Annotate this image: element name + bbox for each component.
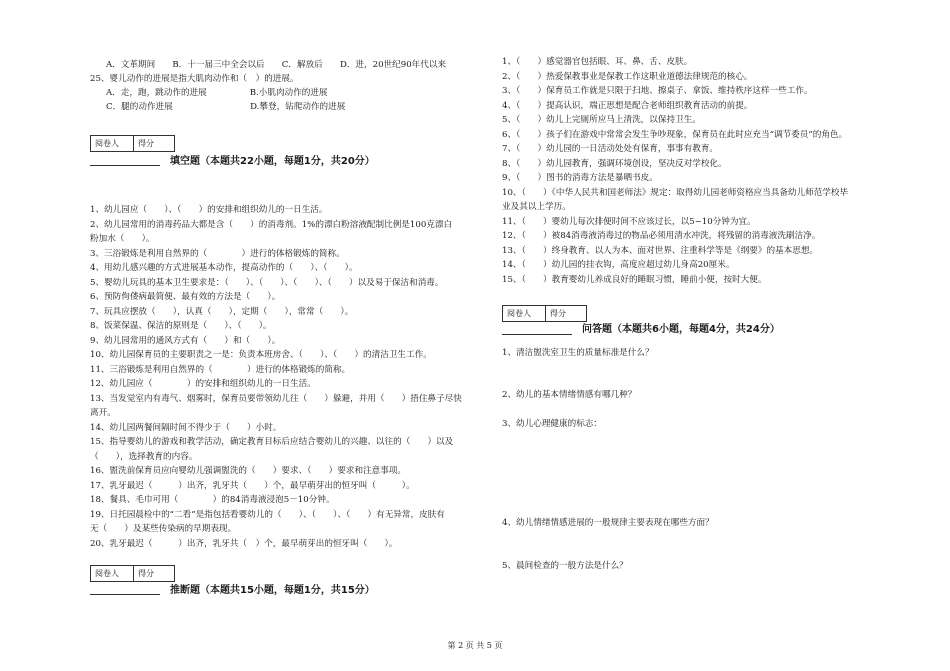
reviewer-label: 阅卷人 [91, 136, 134, 151]
judge-item: 9、（ ）图书的消毒方法是暴晒书皮。 [502, 173, 658, 183]
fill-item: 20、乳牙最迟（ ）出齐，乳牙共（ ）个，最早萌芽出的恒牙叫（ ）。 [90, 538, 398, 549]
qa-item: 4、幼儿情绪情感进展的一般规律主要表现在哪些方面？ [502, 518, 714, 528]
fill-item: 13、当发觉室内有毒气、烟雾时，保育员要带领幼儿往（ ）躲避，并用（ ）捂住鼻子尽快 [90, 393, 462, 404]
fill-item: 11、三浴锻炼是利用自然界的（ ）进行的体格锻炼的简称。 [90, 364, 351, 375]
judge-item: 2、（ ）热爱保教事业是保教工作这职业道德法律规范的核心。 [502, 71, 753, 82]
fill-item: 2、幼儿园常用的消毒药品大都是含（ ）的消毒剂。1%的漂白粉溶液配制比例是100克漂白 [90, 219, 453, 230]
judge-item: 4、（ ）提高认识，端正思想是配合老师组织教育活动的前提。 [502, 100, 753, 111]
fill-item: 无（ ）及某些传染病的早期表现。 [90, 524, 237, 534]
judge-item: 12、（ ）被84消毒液消毒过的物品必须用清水冲洗，将残留的消毒液洗刷洁净。 [502, 231, 821, 241]
fill-score-line [90, 165, 160, 166]
judge-item: 3、（ ）保育员工作就是只限于扫地、擦桌子、拿饭、维持秩序这样一些工作。 [502, 86, 813, 96]
fill-item: 16、盥洗前保育员应向婴幼儿强调盥洗的（ ）要求、（ ）要求和注意事项。 [90, 466, 407, 476]
fill-item: 4、用幼儿感兴趣的方式进展基本动作，提高动作的（ ）、（ ）。 [90, 263, 358, 273]
q25-options-ab: A．走，跑，跳动作的进展 B.小肌肉动作的进展 [106, 88, 328, 98]
fill-item: 10、幼儿园保育员的主要职责之一是：负责本班房舍、（ ）、（ ）的清洁卫生工作。 [90, 350, 432, 360]
fill-item: 18、餐具、毛巾可用（ ）的84消毒液浸泡5－10分钟。 [90, 495, 335, 505]
judge-item: 15、（ ）教育婴幼儿养成良好的睡眠习惯，睡前小便，按时大便。 [502, 274, 767, 285]
fill-score-box [90, 135, 175, 152]
fill-item: 离开。 [90, 408, 116, 418]
fill-item: 17、乳牙最迟（ ）出齐，乳牙共（ ）个，最早萌芽出的恒牙叫（ ）。 [90, 480, 415, 491]
q25-stem: 25、婴儿动作的进展是指大肌肉动作和（ ）的进展。 [90, 74, 299, 84]
qa-item: 1、清洁盥洗室卫生的质量标准是什么？ [502, 348, 654, 358]
fill-item: 8、饭菜保温、保洁的原则是（ ）、（ ）。 [90, 321, 272, 331]
judge-item: 1、（ ）感觉器官包括眼、耳、鼻、舌、皮肤。 [502, 57, 693, 67]
score-label: 得分 [550, 309, 566, 318]
page-footer: 第 2 页 共 5 页 [447, 641, 503, 650]
qa-item: 3、幼儿心理健康的标志： [502, 419, 602, 429]
fill-item: 9、幼儿园常用的通风方式有（ ）和（ ）。 [90, 335, 281, 346]
judge-item: 业及其以上学历。 [502, 202, 571, 212]
judge-item: 10、（ ）《中华人民共和国老师法》规定：取得幼儿园老师资格应当具备幼儿师范学校毕 [502, 187, 849, 198]
score-label: 得分 [138, 569, 154, 578]
reviewer-label: 阅卷人 [91, 566, 134, 581]
fill-item: 粉加水（ ）。 [90, 234, 155, 244]
score-label: 得分 [138, 139, 154, 148]
judge-item: 13、（ ）终身教育、以人为本、面对世界、注重科学等是《纲要》的基本思想。 [502, 245, 819, 256]
fill-section-title: 填空题（本题共22小题，每题1分，共20分） [170, 156, 375, 167]
qa-score-line [502, 334, 572, 335]
reviewer-label: 阅卷人 [503, 306, 546, 321]
q25-options-cd: C．腿的动作进展 D.攀登，钻爬动作的进展 [106, 102, 346, 112]
judge-score-line [90, 594, 160, 595]
fill-item: 19、日托园晨检中的“二看”是指包括看婴幼儿的（ ）、（ ）、（ ）有无异常，皮肤有 [90, 509, 445, 520]
qa-section-title: 问答题（本题共6小题，每题4分，共24分） [582, 324, 780, 335]
judge-item: 14、（ ）幼儿园的挂衣钩，高度应超过幼儿身高20厘米。 [502, 260, 735, 270]
judge-item: 5、（ ）幼儿上完厕所应马上清洗，以保持卫生。 [502, 115, 701, 125]
fill-item: 3、三浴锻炼是利用自然界的（ ）进行的体格锻炼的简称。 [90, 248, 345, 259]
fill-item: 1、幼儿园应（ ）、（ ）的安排和组织幼儿的一日生活。 [90, 205, 328, 215]
judge-section-title: 推断题（本题共15小题，每题1分，共15分） [170, 585, 375, 596]
qa-item: 2、幼儿的基本情绪情感有哪几种？ [502, 390, 637, 400]
judge-item: 7、（ ）幼儿园的一日活动处处有保育，事事有教育。 [502, 144, 719, 154]
fill-item: （ ），选择教育的内容。 [90, 451, 198, 462]
qa-score-box [502, 305, 587, 322]
judge-item: 8、（ ）幼儿园教育，强调环境创设，坚决反对学校化。 [502, 158, 727, 169]
judge-item: 11、（ ）婴幼儿每次排便时间不应该过长，以5~10分钟为宜。 [502, 216, 756, 227]
judge-score-box [90, 565, 175, 582]
fill-item: 12、幼儿园应（ ）的安排和组织幼儿的一日生活。 [90, 379, 316, 389]
fill-item: 5、婴幼儿玩具的基本卫生要求是：（ ）、（ ）、（ ）、（ ）以及易于保洁和消毒。 [90, 277, 444, 288]
fill-item: 14、幼儿园两餐间隔时间不得少于（ ）小时。 [90, 422, 282, 433]
judge-item: 6、（ ）孩子们在游戏中常常会发生争吵现象，保育员在此时应充当“调节委员”的角色。 [502, 129, 848, 140]
q24-options: A．文革期间 B．十一届三中全会以后 C．解放后 D．进，20世纪90年代以来 [106, 60, 447, 70]
fill-item: 6、预防佝偻病最简便、最有效的方法是（ ）。 [90, 292, 281, 302]
fill-item: 15、指导婴幼儿的游戏和教学活动，确定教育目标后应结合婴幼儿的兴趣、以往的（ ）以及 [90, 437, 454, 447]
fill-item: 7、玩具应摆放（ ），认真（ ），定期（ ），常常（ ）。 [90, 306, 354, 317]
qa-item: 5、晨间检查的一般方法是什么？ [502, 561, 628, 571]
